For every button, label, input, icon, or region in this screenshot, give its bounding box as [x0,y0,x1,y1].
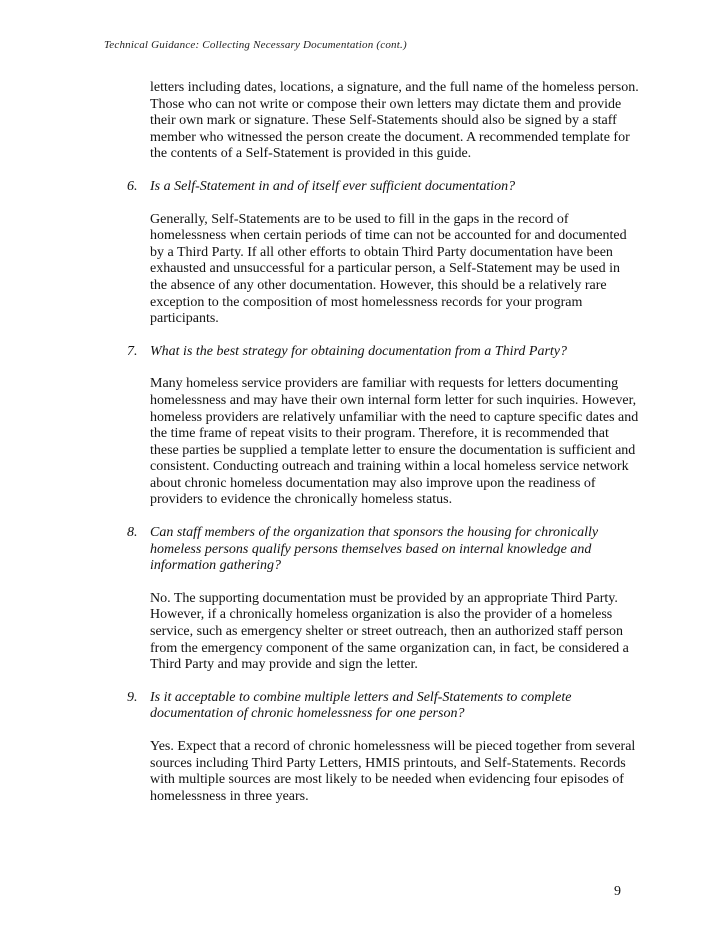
question-9 [127,689,640,723]
page-number: 9 [614,884,621,899]
intro-paragraph: letters including dates, locations, a signature, and the full name of the homeless person. Those who can not write or compose their own letters may dictate them and provide their own mark or signature. These Self-Statements should also be signed by a staff member who witnessed the person create the document. A recommended template for the contents of a Self-Statement is provided in this guide. [150,80,639,162]
answer-6: Generally, Self-Statements are to be used to fill in the gaps in the record of homelessness when certain periods of time can not be accounted for and documented by a Third Party. If all other efforts to obtain Third Party documentation have been exhausted and unsuccessful for a particular person, a Self-Statement may be used in the absence of any other documentation. However, this should be a relatively rare exception to the composition of most homelessness records for your program participants. [150,211,627,327]
question-text-6: Is a Self-Statement in and of itself ever sufficient documentation? [150,178,516,194]
answer-9: Yes. Expect that a record of chronic homelessness will be pieced together from several sources including Third Party Letters, HMIS printouts, and Self-Statements. Records with multiple sources are most likely to be needed when evidencing four episodes of homelessness in three years. [150,739,636,804]
question-text-8: Can staff members of the organization that sponsors the housing for chronically homeless persons qualify persons themselves based on internal knowledge and information gathering? [150,525,599,574]
question-number-6: 6. [127,178,138,194]
running-header: Technical Guidance: Collecting Necessary Documentation (cont.) [104,39,407,51]
question-text-9: Is it acceptable to combine multiple letters and Self-Statements to complete documentation of chronic homelessness for one person? [150,689,572,722]
question-6 [127,178,640,196]
question-number-9: 9. [127,689,138,705]
qa-item-7 [0,344,728,509]
question-8 [127,525,640,575]
question-text-7: What is the best strategy for obtaining documentation from a Third Party? [150,343,567,359]
question-7 [127,343,640,361]
qa-item-6 [0,179,728,328]
qa-item-8 [0,525,728,674]
answer-8: No. The supporting documentation must be provided by an appropriate Third Party. However, if a chronically homeless organization is also the provider of a homeless service, such as emergency shelter or street outreach, then an authorized staff person from the emergency component of the same organization can, in fact, be considered a Third Party and may provide and sign the letter. [150,590,629,673]
document-body [0,80,728,821]
qa-item-9 [0,690,728,806]
question-number-7: 7. [127,343,138,359]
question-number-8: 8. [127,525,138,541]
answer-7: Many homeless service providers are familiar with requests for letters documenting homelessness and may have their own internal form letter for such inquiries. However, homeless providers are relatively unfamiliar with the need to capture specific dates and the time frame of repeat visits to their program. Therefore, it is recommended that these parties be supplied a template letter to ensure the documentation is sufficient and consistent. Conducting outreach and training within a local homeless service network about chronic homeless documentation may also improve upon the readiness of providers to evidence the chronically homeless status. [150,376,639,508]
